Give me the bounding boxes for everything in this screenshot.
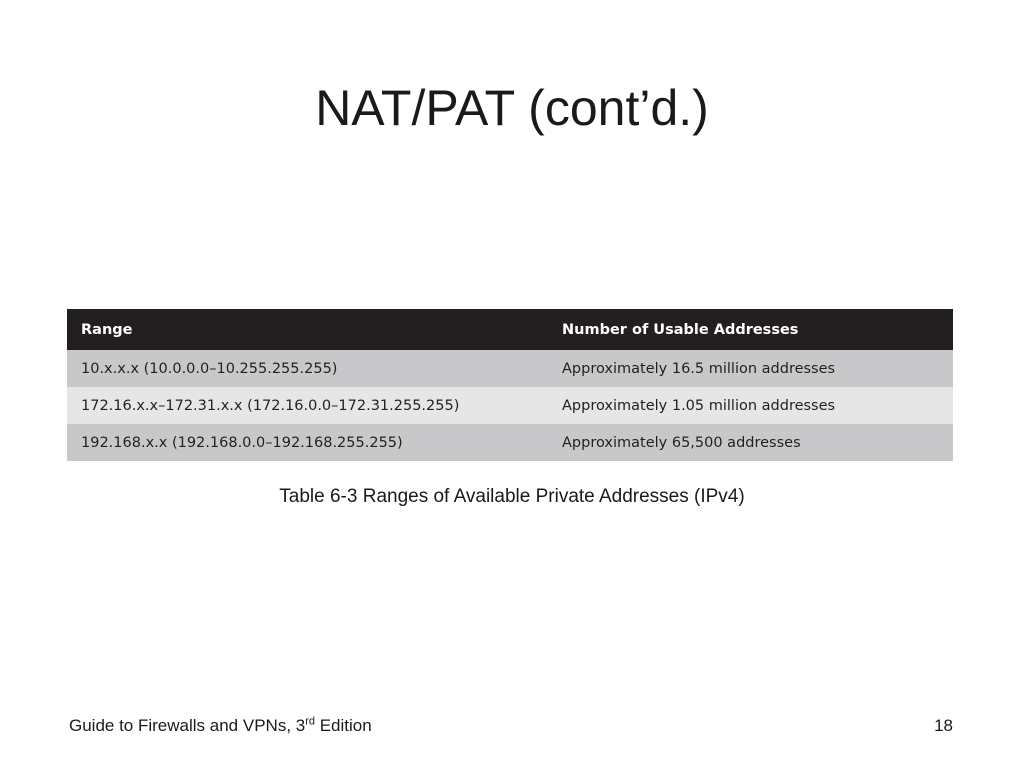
usable-addresses-cell: Approximately 16.5 million addresses xyxy=(548,350,953,387)
table-row xyxy=(67,387,953,424)
slide-title: NAT/PAT (cont’d.) xyxy=(315,80,709,136)
usable-addresses-cell: Approximately 65,500 addresses xyxy=(548,424,953,461)
table-row xyxy=(67,424,953,461)
footer-book-suffix: Edition xyxy=(315,716,372,735)
column-header-range: Range xyxy=(67,309,548,350)
range-cell: 172.16.x.x–172.31.x.x (172.16.0.0–172.31.255.255) xyxy=(67,387,548,424)
table-caption: Table 6-3 Ranges of Available Private Addresses (IPv4) xyxy=(279,486,745,507)
page-number: 18 xyxy=(934,716,953,735)
range-cell: 192.168.x.x (192.168.0.0–192.168.255.255) xyxy=(67,424,548,461)
usable-addresses-cell: Approximately 1.05 million addresses xyxy=(548,387,953,424)
table-header-row xyxy=(67,309,953,350)
footer-book-title xyxy=(69,716,372,736)
column-header-usable-addresses: Number of Usable Addresses xyxy=(548,309,953,350)
footer-book-prefix: Guide to Firewalls and VPNs, 3 xyxy=(69,716,306,735)
table-row xyxy=(67,350,953,387)
footer-edition-superscript: rd xyxy=(305,715,315,728)
range-cell: 10.x.x.x (10.0.0.0–10.255.255.255) xyxy=(67,350,548,387)
private-address-table xyxy=(67,309,953,461)
